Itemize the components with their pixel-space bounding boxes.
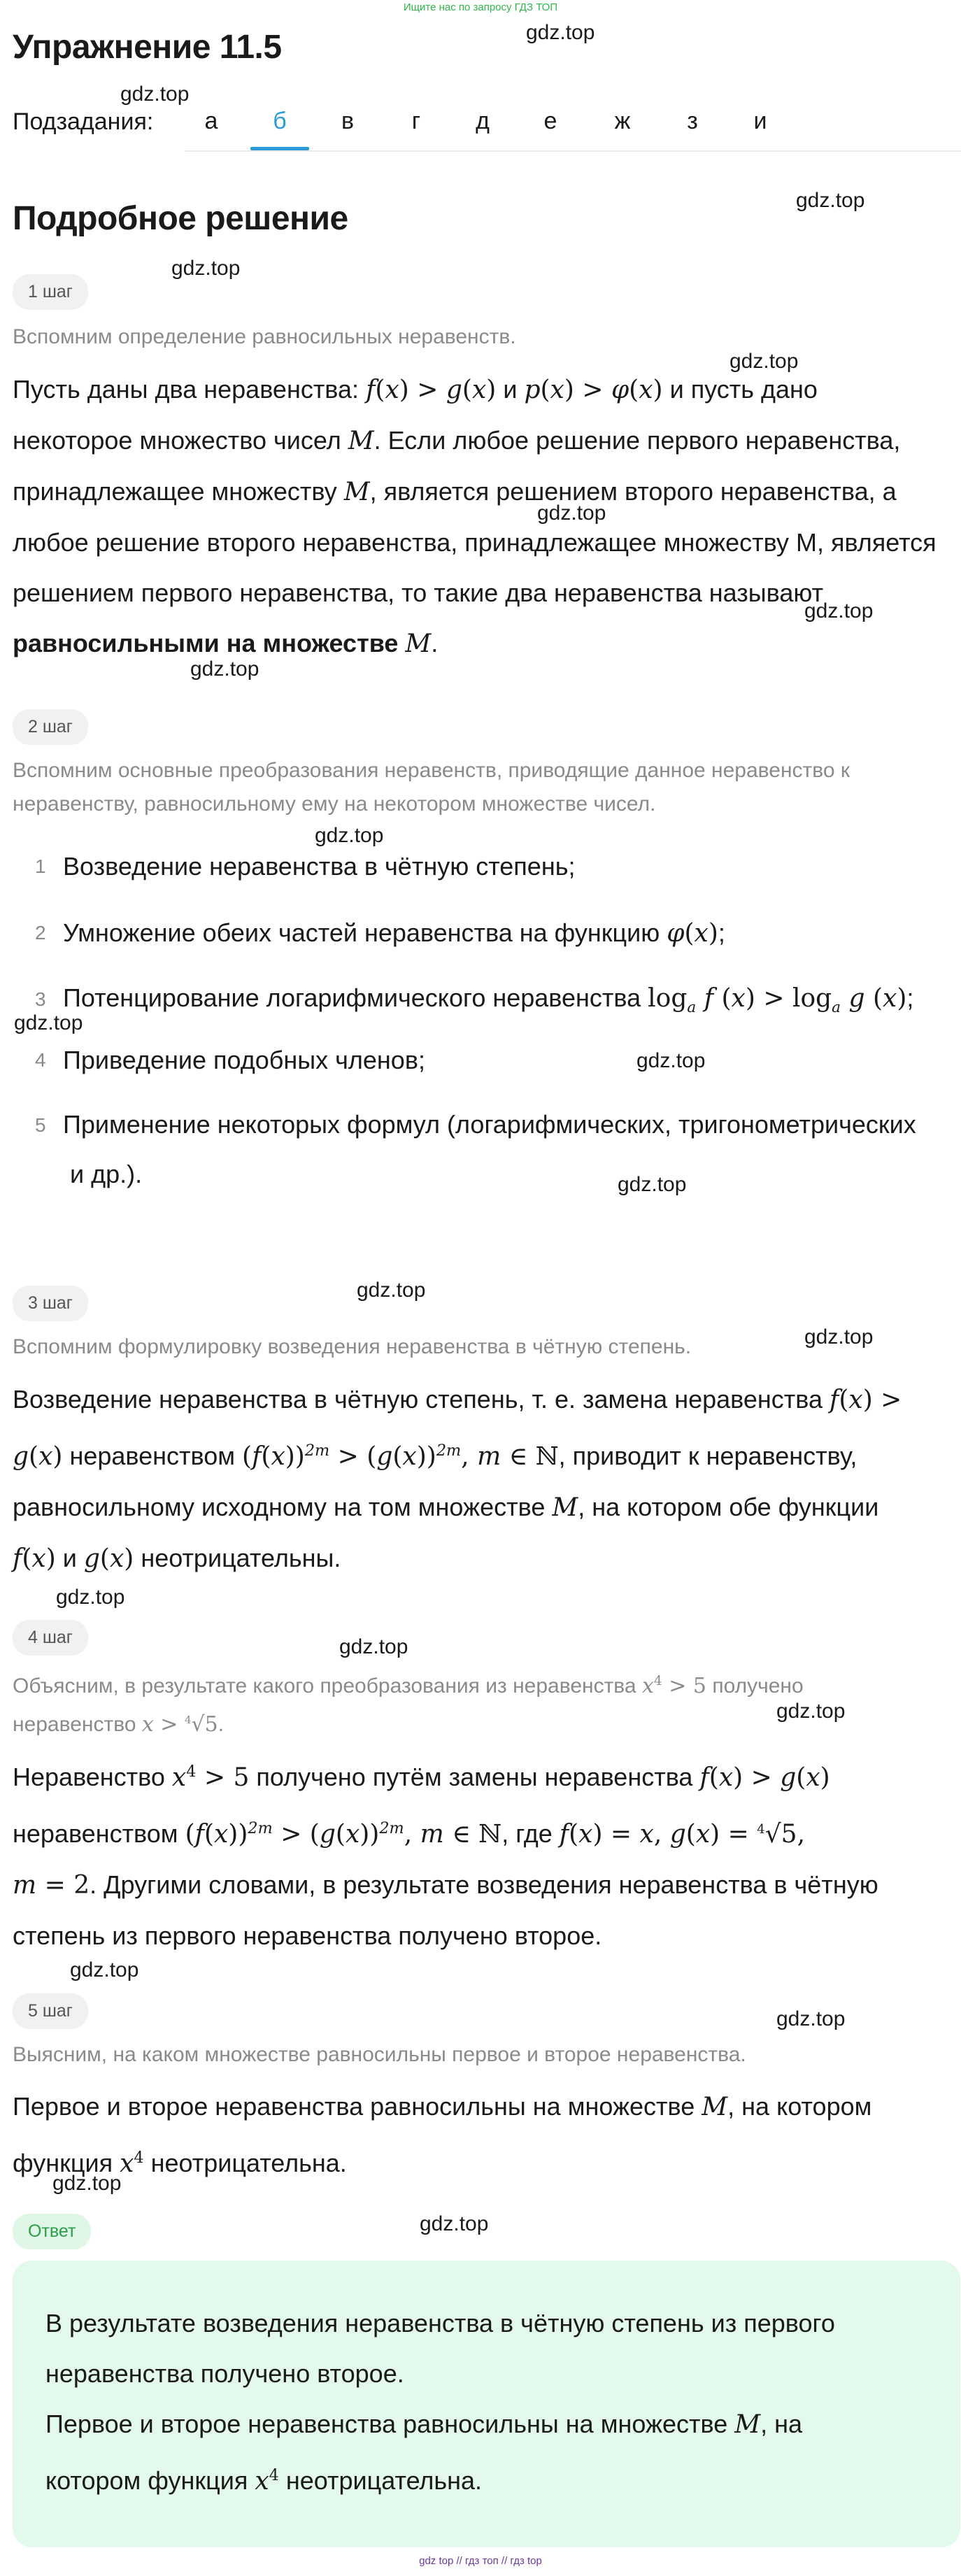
answer-badge: Ответ [13,2214,91,2249]
step-paragraph: Возведение неравенства в чётную степень, т. е. замена неравенства f(x) > g(x) неравенством $(f(x))^{2m} > (g(x))^{2m}$, m ∈ ℕ, приводит к неравенству, равносильному исходному на том множестве M, на котором обе функции f(x) и g(x) неотрицательны. [13,1385,902,1573]
watermark: gdz.top [804,1325,874,1349]
list-item: Приведение подобных членов; [63,1046,425,1074]
watermark: gdz.top [357,1279,426,1302]
subtask-tab[interactable]: з [687,108,698,134]
step-hint: Объясним, в результате какого преобразования из неравенства $x^4 > 5$ получено неравенство x > $^4$√5. [13,1674,804,1737]
step-badge: 4 шаг [13,1620,88,1656]
watermark: gdz.top [729,350,799,373]
watermark: gdz.top [618,1173,687,1196]
subtask-tab[interactable]: в [341,108,355,134]
step-paragraph: Пусть даны два неравенства: f(x) > g(x) и p(x) > φ(x) и пусть дано некоторое множество чисел M. Если любое решение первого неравенства, принадлежащее множеству M, является решением второго неравенства, а любое решение второго неравенства, принадлежащее множеству М, является решением первого неравенства, то такие два неравенства называют равносильными на множестве M. [13,375,937,658]
list-number: 1 [35,855,46,877]
watermark: gdz.top [526,21,595,44]
subtask-tab-active[interactable]: б [273,108,287,134]
step-paragraph: Неравенство $x^4 > 5$ получено путём замены неравенства f(x) > g(x) неравенством $(f(x))^{2m} > (g(x))^{2m}$, m ∈ ℕ, где f(x) = x, g(x) = $^4$√5, m = 2. Другими словами, в результате возведения неравенства в чётную степень из первого неравенства получено второе. [13,1763,878,1950]
subtask-tab[interactable]: и [753,108,767,134]
watermark: gdz.top [339,1635,408,1658]
watermark: gdz.top [804,599,874,622]
step-hint: Вспомним формулировку возведения неравенства в чётную степень. [13,1335,692,1358]
answer-text: В результате возведения неравенства в чётную степень из первого неравенства получено второе. Первое и второе неравенства равносильны на множестве M, на котором функция $x^4$ неотрицательна. [45,2309,835,2496]
watermark: gdz.top [315,824,384,847]
step-badge: 2 шаг [13,709,88,745]
subtasks-tabs [185,91,961,152]
step-badge: 3 шаг [13,1286,88,1321]
watermark: gdz.top [70,1958,139,1981]
list-item: Умножение обеих частей неравенства на функцию φ(x); [63,918,725,948]
step-paragraph: Первое и второе неравенства равносильны на множестве M, на котором функция $x^4$ неотрицательна. [13,2092,872,2178]
watermark: gdz.top [796,189,865,212]
list-number: 2 [35,922,46,944]
watermark: gdz.top [420,2212,489,2235]
solution-heading: Подробное решение [13,200,348,237]
subtask-tab[interactable]: а [204,108,218,134]
list-item: Применение некоторых формул (логарифмических, тригонометрических [63,1110,916,1139]
subtask-tab[interactable]: е [543,108,557,134]
watermark: gdz.top [776,1700,846,1723]
transform-list [0,846,961,1196]
subtasks-label: Подзадания: [13,108,154,135]
step-badge: 5 шаг [13,1993,88,2029]
watermark: gdz.top [776,2007,846,2030]
top-promo-link[interactable]: Ищите нас по запросу ГДЗ ТОП [403,1,558,13]
step-badge: 1 шаг [13,274,88,310]
list-number: 4 [35,1049,46,1071]
watermark: gdz.top [171,257,241,280]
subtask-tab[interactable]: д [476,108,490,134]
subtask-tab[interactable]: г [411,108,421,134]
watermark: gdz.top [190,657,259,681]
list-item-continuation: и др.). [70,1160,143,1188]
subtask-tab[interactable]: ж [614,108,631,134]
step-hint: Вспомним основные преобразования неравенств, приводящие данное неравенство к неравенству, равносильному ему на некотором множестве чисел. [13,759,850,816]
list-number: 5 [35,1114,46,1136]
step-hint: Вспомним определение равносильных неравенств. [13,325,516,348]
list-number: 3 [35,988,46,1010]
page-title: Упражнение 11.5 [13,29,282,66]
list-item: Возведение неравенства в чётную степень; [63,852,576,881]
watermark: gdz.top [52,2172,122,2195]
watermark: gdz.top [537,501,606,525]
watermark: gdz.top [636,1049,706,1072]
active-tab-indicator [250,147,309,150]
list-item: Потенцирование логарифмического неравенства $\log_a f$ $(x) > \log_a g$ (x); [63,983,914,1017]
watermark: gdz.top [14,1011,83,1034]
watermark: gdz.top [56,1586,125,1609]
step-hint: Выясним, на каком множестве равносильны первое и второе неравенства. [13,2043,746,2066]
footer-links[interactable]: gdz top // гдз топ // гдз top [419,2555,542,2567]
watermark: gdz.top [120,83,190,106]
